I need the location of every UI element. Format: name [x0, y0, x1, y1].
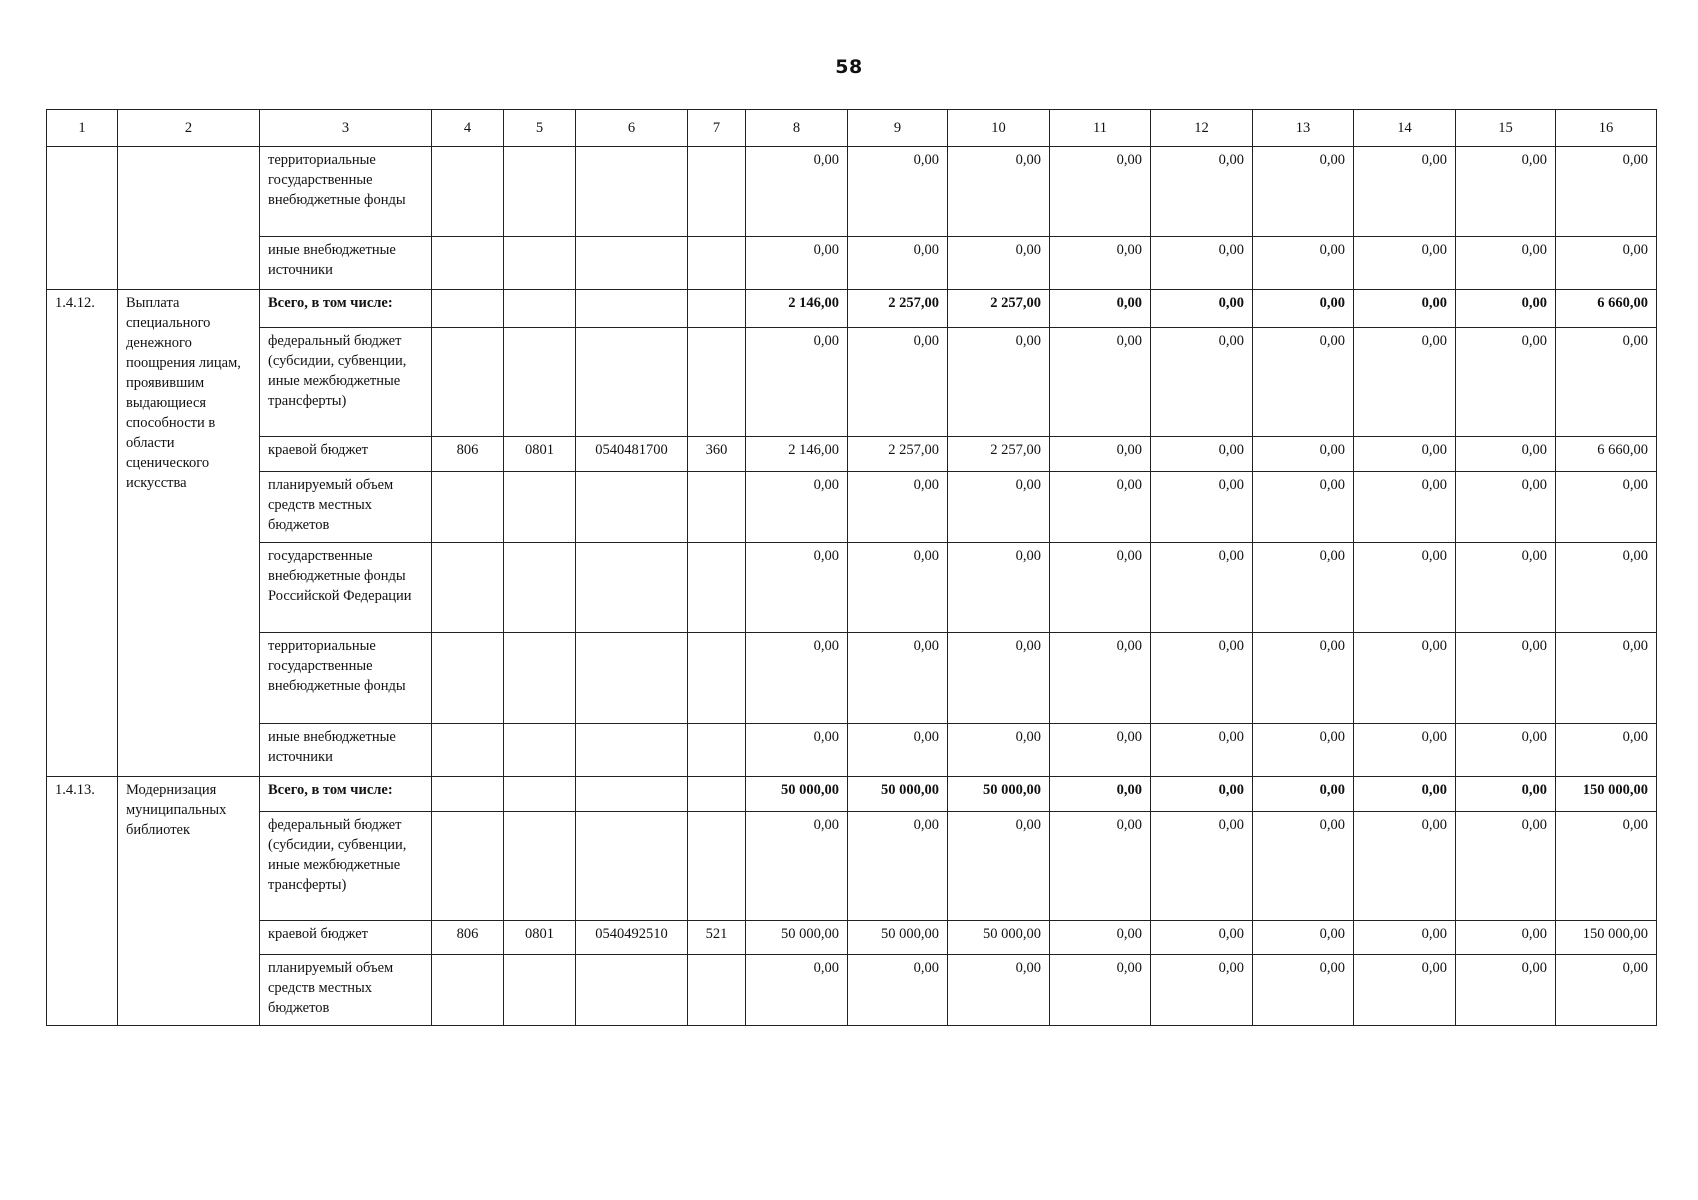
amount-cell: 0,00 — [1354, 777, 1456, 812]
gr-code-cell — [432, 777, 504, 812]
target-code-cell — [576, 543, 688, 633]
amount-cell: 0,00 — [1556, 472, 1657, 543]
amount-cell: 0,00 — [1556, 328, 1657, 437]
amount-cell: 0,00 — [848, 147, 948, 237]
amount-cell: 0,00 — [848, 328, 948, 437]
gr-code-cell — [432, 237, 504, 290]
table-row — [47, 437, 1657, 472]
amount-cell: 2 257,00 — [948, 437, 1050, 472]
column-header: 11 — [1050, 110, 1151, 147]
amount-cell: 0,00 — [848, 237, 948, 290]
funding-source: Всего, в том числе: — [260, 290, 432, 328]
amount-cell: 0,00 — [1556, 724, 1657, 777]
funding-source: федеральный бюджет (субсидии, субвенции, иные межбюджетные трансферты) — [260, 812, 432, 921]
amount-cell: 0,00 — [1354, 237, 1456, 290]
amount-cell: 0,00 — [1050, 147, 1151, 237]
expense-type-cell — [688, 812, 746, 921]
amount-cell: 50 000,00 — [948, 921, 1050, 955]
target-code-cell — [576, 955, 688, 1026]
amount-cell: 0,00 — [1456, 955, 1556, 1026]
target-code-cell — [576, 812, 688, 921]
column-header: 2 — [118, 110, 260, 147]
section-code-cell — [504, 777, 576, 812]
amount-cell: 6 660,00 — [1556, 437, 1657, 472]
expense-type-cell — [688, 290, 746, 328]
amount-cell: 0,00 — [1050, 237, 1151, 290]
amount-cell: 0,00 — [746, 472, 848, 543]
gr-code-cell: 806 — [432, 921, 504, 955]
amount-cell: 0,00 — [1050, 955, 1151, 1026]
column-header: 10 — [948, 110, 1050, 147]
amount-cell: 0,00 — [1456, 812, 1556, 921]
section-code-cell — [504, 290, 576, 328]
amount-cell: 0,00 — [1354, 921, 1456, 955]
amount-cell: 0,00 — [1151, 290, 1253, 328]
item-name: Выплата специального денежного поощрения лицам, проявившим выдающиеся способности в области сценического искусства — [118, 290, 260, 777]
column-header: 13 — [1253, 110, 1354, 147]
amount-cell: 0,00 — [1456, 921, 1556, 955]
amount-cell: 0,00 — [1556, 147, 1657, 237]
amount-cell: 50 000,00 — [746, 921, 848, 955]
amount-cell: 0,00 — [1050, 328, 1151, 437]
amount-cell: 0,00 — [1556, 955, 1657, 1026]
amount-cell: 2 257,00 — [848, 437, 948, 472]
amount-cell: 0,00 — [848, 724, 948, 777]
target-code-cell — [576, 328, 688, 437]
page-number: 58 — [835, 56, 863, 78]
amount-cell: 0,00 — [1151, 633, 1253, 724]
column-header: 6 — [576, 110, 688, 147]
amount-cell: 2 146,00 — [746, 290, 848, 328]
amount-cell: 0,00 — [1151, 147, 1253, 237]
item-name — [118, 147, 260, 290]
amount-cell: 0,00 — [1050, 290, 1151, 328]
item-name: Модернизация муниципальных библиотек — [118, 777, 260, 1026]
table-row — [47, 955, 1657, 1026]
gr-code-cell — [432, 633, 504, 724]
amount-cell: 0,00 — [1253, 724, 1354, 777]
header-row — [47, 110, 1657, 147]
amount-cell: 50 000,00 — [746, 777, 848, 812]
expense-type-cell — [688, 328, 746, 437]
section-code-cell — [504, 812, 576, 921]
amount-cell: 0,00 — [1456, 543, 1556, 633]
section-code-cell: 0801 — [504, 921, 576, 955]
amount-cell: 0,00 — [1354, 724, 1456, 777]
amount-cell: 0,00 — [746, 812, 848, 921]
amount-cell: 0,00 — [1151, 812, 1253, 921]
amount-cell: 0,00 — [1456, 777, 1556, 812]
table-row — [47, 812, 1657, 921]
target-code-cell — [576, 237, 688, 290]
amount-cell: 150 000,00 — [1556, 777, 1657, 812]
table-row — [47, 777, 1657, 812]
amount-cell: 0,00 — [1253, 290, 1354, 328]
amount-cell: 0,00 — [1556, 812, 1657, 921]
expense-type-cell — [688, 724, 746, 777]
amount-cell: 0,00 — [1151, 237, 1253, 290]
amount-cell: 2 257,00 — [948, 290, 1050, 328]
amount-cell: 0,00 — [948, 724, 1050, 777]
amount-cell: 0,00 — [746, 543, 848, 633]
amount-cell: 0,00 — [1151, 921, 1253, 955]
expense-type-cell: 521 — [688, 921, 746, 955]
table-row — [47, 724, 1657, 777]
amount-cell: 0,00 — [1253, 147, 1354, 237]
column-header: 12 — [1151, 110, 1253, 147]
funding-source: территориальные государственные внебюджетные фонды — [260, 633, 432, 724]
gr-code-cell — [432, 724, 504, 777]
column-header: 15 — [1456, 110, 1556, 147]
section-code-cell — [504, 147, 576, 237]
gr-code-cell — [432, 290, 504, 328]
amount-cell: 0,00 — [948, 955, 1050, 1026]
amount-cell: 0,00 — [1354, 472, 1456, 543]
gr-code-cell — [432, 472, 504, 543]
target-code-cell — [576, 633, 688, 724]
section-code-cell — [504, 472, 576, 543]
section-code-cell — [504, 724, 576, 777]
amount-cell: 0,00 — [1253, 543, 1354, 633]
section-code-cell — [504, 955, 576, 1026]
funding-source: федеральный бюджет (субсидии, субвенции, иные межбюджетные трансферты) — [260, 328, 432, 437]
target-code-cell — [576, 290, 688, 328]
funding-source: краевой бюджет — [260, 921, 432, 955]
amount-cell: 0,00 — [1456, 147, 1556, 237]
amount-cell: 0,00 — [1354, 812, 1456, 921]
amount-cell: 0,00 — [1354, 328, 1456, 437]
expense-type-cell — [688, 777, 746, 812]
amount-cell: 0,00 — [1253, 633, 1354, 724]
expense-type-cell — [688, 472, 746, 543]
amount-cell: 0,00 — [948, 472, 1050, 543]
amount-cell: 0,00 — [1253, 921, 1354, 955]
amount-cell: 0,00 — [1253, 955, 1354, 1026]
expense-type-cell — [688, 147, 746, 237]
column-header: 3 — [260, 110, 432, 147]
section-code-cell — [504, 328, 576, 437]
amount-cell: 0,00 — [1456, 437, 1556, 472]
amount-cell: 0,00 — [1050, 777, 1151, 812]
column-header: 14 — [1354, 110, 1456, 147]
amount-cell: 0,00 — [1456, 237, 1556, 290]
target-code-cell: 0540492510 — [576, 921, 688, 955]
column-header: 7 — [688, 110, 746, 147]
expense-type-cell: 360 — [688, 437, 746, 472]
column-header: 8 — [746, 110, 848, 147]
amount-cell: 0,00 — [1556, 237, 1657, 290]
amount-cell: 0,00 — [1354, 147, 1456, 237]
column-header: 9 — [848, 110, 948, 147]
amount-cell: 0,00 — [746, 724, 848, 777]
amount-cell: 0,00 — [746, 633, 848, 724]
table-row — [47, 921, 1657, 955]
gr-code-cell — [432, 328, 504, 437]
amount-cell: 0,00 — [948, 633, 1050, 724]
amount-cell: 2 257,00 — [848, 290, 948, 328]
amount-cell: 0,00 — [1151, 472, 1253, 543]
target-code-cell: 0540481700 — [576, 437, 688, 472]
amount-cell: 0,00 — [1354, 543, 1456, 633]
amount-cell: 0,00 — [746, 237, 848, 290]
amount-cell: 0,00 — [948, 543, 1050, 633]
column-header: 16 — [1556, 110, 1657, 147]
amount-cell: 0,00 — [1151, 437, 1253, 472]
amount-cell: 0,00 — [848, 633, 948, 724]
expense-type-cell — [688, 633, 746, 724]
amount-cell: 0,00 — [1456, 290, 1556, 328]
amount-cell: 0,00 — [1151, 543, 1253, 633]
gr-code-cell — [432, 812, 504, 921]
amount-cell: 0,00 — [1151, 955, 1253, 1026]
amount-cell: 0,00 — [948, 328, 1050, 437]
funding-source: Всего, в том числе: — [260, 777, 432, 812]
amount-cell: 0,00 — [1456, 633, 1556, 724]
section-code-cell: 0801 — [504, 437, 576, 472]
column-header: 1 — [47, 110, 118, 147]
funding-source: территориальные государственные внебюджетные фонды — [260, 147, 432, 237]
expense-type-cell — [688, 543, 746, 633]
amount-cell: 0,00 — [1253, 812, 1354, 921]
amount-cell: 0,00 — [1253, 437, 1354, 472]
amount-cell: 0,00 — [948, 812, 1050, 921]
item-code: 1.4.12. — [47, 290, 118, 777]
gr-code-cell — [432, 543, 504, 633]
amount-cell: 0,00 — [1456, 328, 1556, 437]
amount-cell: 0,00 — [1354, 437, 1456, 472]
table-row — [47, 290, 1657, 328]
column-header: 4 — [432, 110, 504, 147]
expense-type-cell — [688, 955, 746, 1026]
table-row — [47, 328, 1657, 437]
gr-code-cell — [432, 147, 504, 237]
amount-cell: 0,00 — [1151, 777, 1253, 812]
amount-cell: 0,00 — [1354, 633, 1456, 724]
amount-cell: 0,00 — [948, 147, 1050, 237]
funding-source: иные внебюджетные источники — [260, 237, 432, 290]
amount-cell: 0,00 — [848, 955, 948, 1026]
funding-source: планируемый объем средств местных бюджетов — [260, 472, 432, 543]
table-row — [47, 633, 1657, 724]
amount-cell: 50 000,00 — [848, 921, 948, 955]
amount-cell: 0,00 — [1456, 724, 1556, 777]
amount-cell: 0,00 — [1050, 437, 1151, 472]
amount-cell: 0,00 — [746, 147, 848, 237]
amount-cell: 0,00 — [1151, 724, 1253, 777]
amount-cell: 0,00 — [848, 543, 948, 633]
amount-cell: 2 146,00 — [746, 437, 848, 472]
amount-cell: 0,00 — [746, 955, 848, 1026]
target-code-cell — [576, 472, 688, 543]
table-row — [47, 147, 1657, 237]
amount-cell: 0,00 — [1050, 812, 1151, 921]
amount-cell: 0,00 — [1253, 777, 1354, 812]
amount-cell: 0,00 — [1556, 543, 1657, 633]
table-row — [47, 543, 1657, 633]
amount-cell: 0,00 — [1253, 472, 1354, 543]
section-code-cell — [504, 237, 576, 290]
amount-cell: 0,00 — [848, 472, 948, 543]
amount-cell: 0,00 — [1050, 921, 1151, 955]
amount-cell: 0,00 — [1456, 472, 1556, 543]
amount-cell: 50 000,00 — [948, 777, 1050, 812]
amount-cell: 0,00 — [1151, 328, 1253, 437]
amount-cell: 0,00 — [1050, 472, 1151, 543]
amount-cell: 0,00 — [1050, 633, 1151, 724]
amount-cell: 0,00 — [948, 237, 1050, 290]
amount-cell: 0,00 — [1556, 633, 1657, 724]
gr-code-cell: 806 — [432, 437, 504, 472]
funding-source: иные внебюджетные источники — [260, 724, 432, 777]
funding-source: краевой бюджет — [260, 437, 432, 472]
item-code: 1.4.13. — [47, 777, 118, 1026]
amount-cell: 50 000,00 — [848, 777, 948, 812]
amount-cell: 0,00 — [1253, 237, 1354, 290]
section-code-cell — [504, 633, 576, 724]
item-code — [47, 147, 118, 290]
table-row — [47, 472, 1657, 543]
amount-cell: 0,00 — [1354, 955, 1456, 1026]
funding-source: государственные внебюджетные фонды Российской Федерации — [260, 543, 432, 633]
amount-cell: 6 660,00 — [1556, 290, 1657, 328]
target-code-cell — [576, 147, 688, 237]
section-code-cell — [504, 543, 576, 633]
amount-cell: 0,00 — [1354, 290, 1456, 328]
target-code-cell — [576, 777, 688, 812]
table-row — [47, 237, 1657, 290]
budget-table — [46, 109, 1657, 1026]
column-header: 5 — [504, 110, 576, 147]
gr-code-cell — [432, 955, 504, 1026]
amount-cell: 150 000,00 — [1556, 921, 1657, 955]
amount-cell: 0,00 — [746, 328, 848, 437]
amount-cell: 0,00 — [1050, 724, 1151, 777]
expense-type-cell — [688, 237, 746, 290]
amount-cell: 0,00 — [1253, 328, 1354, 437]
amount-cell: 0,00 — [848, 812, 948, 921]
funding-source: планируемый объем средств местных бюджетов — [260, 955, 432, 1026]
amount-cell: 0,00 — [1050, 543, 1151, 633]
target-code-cell — [576, 724, 688, 777]
